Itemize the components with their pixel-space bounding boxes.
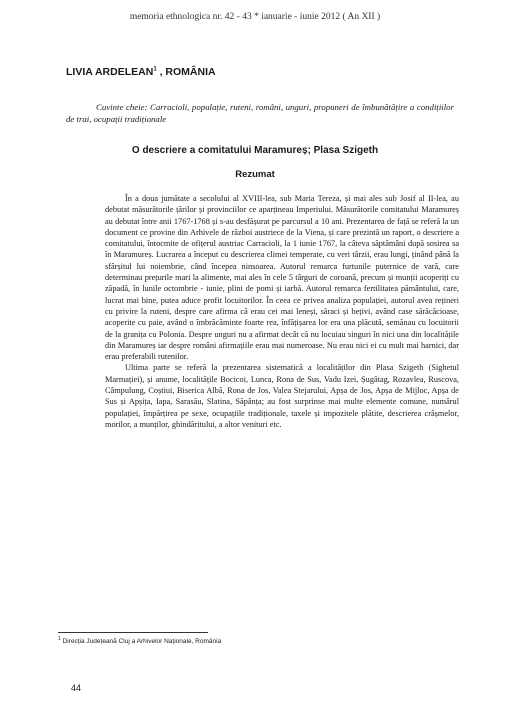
footnote xyxy=(58,635,458,645)
author-line xyxy=(66,66,216,78)
page-number: 44 xyxy=(71,683,82,693)
footnote-mark: 1 xyxy=(58,635,61,642)
footnote-divider xyxy=(58,632,208,633)
abstract-paragraph: Ultima parte se referă la prezentarea sistematică a localităților din Plasa Szigeth (Sighetul Marmației), și anume, localitățile Bocicoi, Lunca, Rona de Sus, Vadu Izei, Șugătag, Rozavlea, Ruscova, Câmpulung, Coștiui, Biserica Albă, Rona de Jos, Valea Stejarului, Apșa de Jos, Apșa de Mijloc, Apșa de Sus și Apșița, Iapa, Sarasău, Slatina, Săpânța; au fost surprinse mai multe elemente comune, numărul populației, împărțirea pe sexe, ocupațiile tradiționale, taxele și impozitele plătite, descrierea crâșmelor, morilor, a munților, ghindăritului, a altor venituri etc. xyxy=(105,363,459,429)
section-heading: Rezumat xyxy=(235,169,275,180)
keywords-text: : Carracioli, populație, ruteni, români, unguri, propuneri de îmbunătățire a condițiilor de trai, ocupații tradiționale xyxy=(66,102,454,124)
keywords-label: Cuvinte cheie xyxy=(96,102,145,112)
running-head: memoria ethnologica nr. 42 - 43 * ianuarie - iunie 2012 ( An XII ) xyxy=(129,12,381,22)
abstract-paragraph: În a doua jumătate a secolului al XVIII-lea, sub Maria Tereza, și mai ales sub Josif al II-lea, au debutat măsurătorile țărilor și provinciilor ce aparțineau Imperiului. Măsurătorile comitatului Maramureș au debutat între anii 1767-1768 și s-au desfășurat pe parcursul a 10 ani. Prezentarea de față se referă la un document ce provine din Arhivele de război austriece de la Viena, și care prezintă un raport, o descriere a comitatului, întocmite de ofițerul austriac Carracioli, la 1 iunie 1767, la câteva săptămâni după sosirea sa în Maramureș. Lucrarea a început cu descrierea climei temperate, cu veri târzii, erau lungi, ținând până la sfârșitul lui noiembrie, când începea ninsoarea. Autorul remarca furtunile puternice de vară, care determinau prețurile mari la alimente, mai ales în cele 5 târguri de coroană, precum și munții acoperiți cu zăpadă, în lunile octombrie - iunie, plini de pomi și iarbă. Autorul remarca fertilitatea pământului, care, lucrat mai bine, putea aduce profit locuitorilor. În ceea ce privea analiza populației, autorul avea rețineri cu privire la ruteni, despre care afirma că erau cei mai leneși, săraci și bețivi, având case sărăcăcioase, acoperite cu paie, având o îmbrăcăminte foarte rea, înfățișarea lor era una plăcută, semănau cu locuitorii de la granița cu Polonia. Despre unguri nu a afirmat decât că nu locuiau singuri în nici una din localitățile din Maramureș iar despre români afirmațiile erau mai numeroase. Nu erau nici ei cu mult mai harnici, dar erau preferabili rutenilor. xyxy=(105,194,459,362)
article-title: O descriere a comitatului Maramureș; Plasa Szigeth xyxy=(131,145,379,156)
author-name: LIVIA ARDELEAN xyxy=(66,66,154,78)
keywords xyxy=(66,101,454,125)
footnote-text: Direcția Județeană Cluj a Arhivelor Naționale, România xyxy=(60,638,222,645)
abstract-body xyxy=(105,193,459,430)
author-footnote-mark[interactable]: 1 xyxy=(153,66,157,73)
author-country: , ROMÂNIA xyxy=(156,66,216,78)
